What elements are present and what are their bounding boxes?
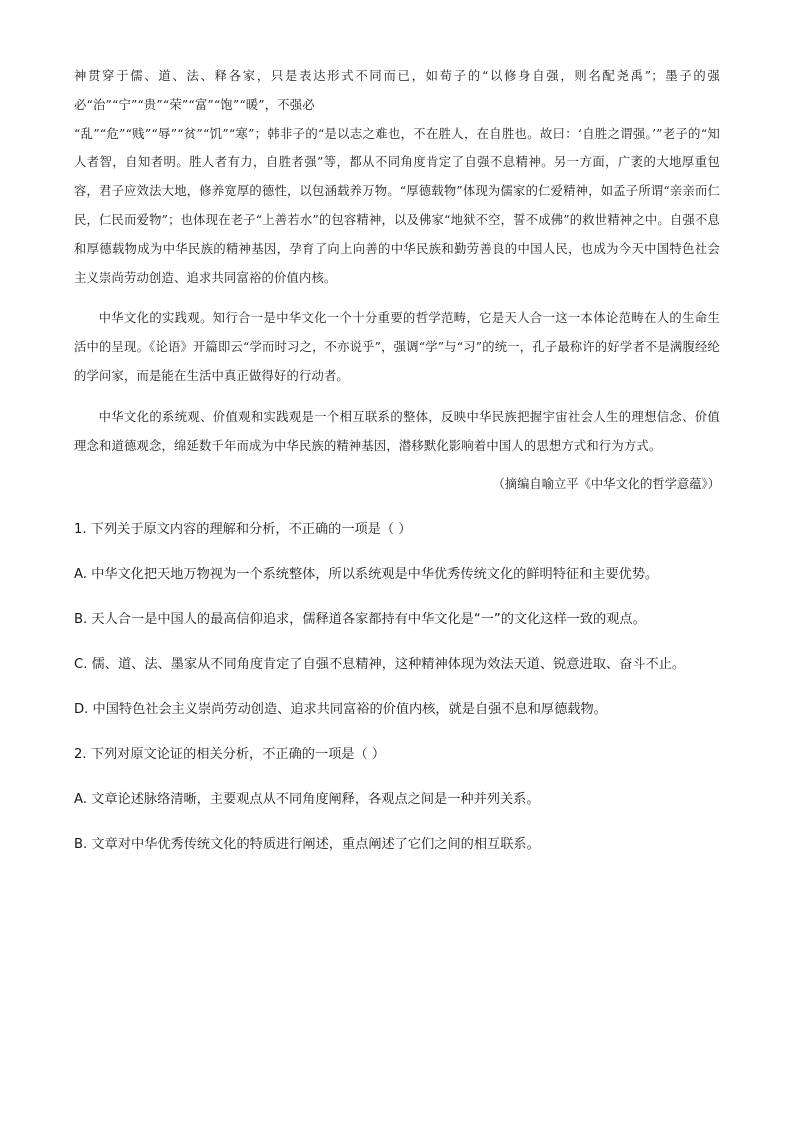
question-1-option-b: B. 天人合一是中国人的最高信仰追求，儒释道各家都持有中华文化是“一”的文化这样一致的观点。: [74, 612, 646, 628]
passage-source: （摘编自喻立平《中华文化的哲学意蕴》）: [492, 477, 720, 492]
passage-paragraph-3: 中华文化的系统观、价值观和实践观是一个相互联系的整体，反映中华民族把握宇宙社会人生的理想信念、价值理念和道德观念，绵延数千年而成为中华民族的精神基因，潜移默化影响着中国人的思想方式和行为方式。: [74, 409, 720, 453]
question-1-option-d: D. 中国特色社会主义崇尚劳动创造、追求共同富裕的价值内核，就是自强不息和厚德载物。: [74, 702, 607, 718]
question-1-option-a: A. 中华文化把天地万物视为一个系统整体，所以系统观是中华优秀传统文化的鲜明特征和主要优势。: [74, 567, 659, 583]
question-2-stem: 2. 下列对原文论证的相关分析，不正确的一项是（ ）: [74, 747, 386, 763]
question-2-option-a: A. 文章论述脉络清晰，主要观点从不同角度阐释，各观点之间是一种并列关系。: [74, 792, 540, 808]
reading-passage: [74, 62, 720, 460]
question-2-option-b: B. 文章对中华优秀传统文化的特质进行阐述，重点阐述了它们之间的相互联系。: [74, 837, 540, 853]
passage-paragraph-1-start: 神贯穿于儒、道、法、释各家，只是表达形式不同而已，如荀子的“以修身自强，则名配尧禹”；墨子的强必“治”“宁”“贵”“荣”“富”“饱”“暖”，不强必: [74, 69, 720, 112]
questions-section: [74, 514, 720, 860]
passage-paragraph-1-continued: “乱”“危”“贱”“辱”“贫”“饥”“寒”；韩非子的“是以志之难也，不在胜人，在自胜也。故曰：‘自胜之谓强。’”老子的“知人者智，自知者明。胜人者有力，自胜者强”等，都从不同角度肯定了自强不息精神。另一方面，广袤的大地厚重包容，君子应效法大地，修养宽厚的德性，以包涵载养万物。“厚德载物”体现为儒家的仁爱精神，如孟子所谓“亲亲而仁民，仁民而爱物”；也体现在老子“上善若水”的包容精神，以及佛家“地狱不空，誓不成佛”的救世精神之中。自强不息和厚德载物成为中华民族的精神基因，孕育了向上向善的中华民族和勤劳善良的中国人民，也成为今天中国特色社会主义崇尚劳动创造、追求共同富裕的价值内核。: [74, 126, 720, 285]
document-page: [74, 62, 720, 874]
passage-paragraph-2: 中华文化的实践观。知行合一是中华文化一个十分重要的哲学范畴，它是天人合一这一本体论范畴在人的生命生活中的呈现。《论语》开篇即云“学而时习之，不亦说乎”，强调“学”与“习”的统一，孔子最称许的好学者不是满腹经纶的学问家，而是能在生活中真正做得好的行动者。: [74, 311, 720, 383]
question-1-stem: 1. 下列关于原文内容的理解和分析，不正确的一项是（ ）: [74, 522, 412, 538]
question-1-option-c: C. 儒、道、法、墨家从不同角度肯定了自强不息精神，这种精神体现为效法天道、锐意进取、奋斗不止。: [74, 657, 686, 673]
